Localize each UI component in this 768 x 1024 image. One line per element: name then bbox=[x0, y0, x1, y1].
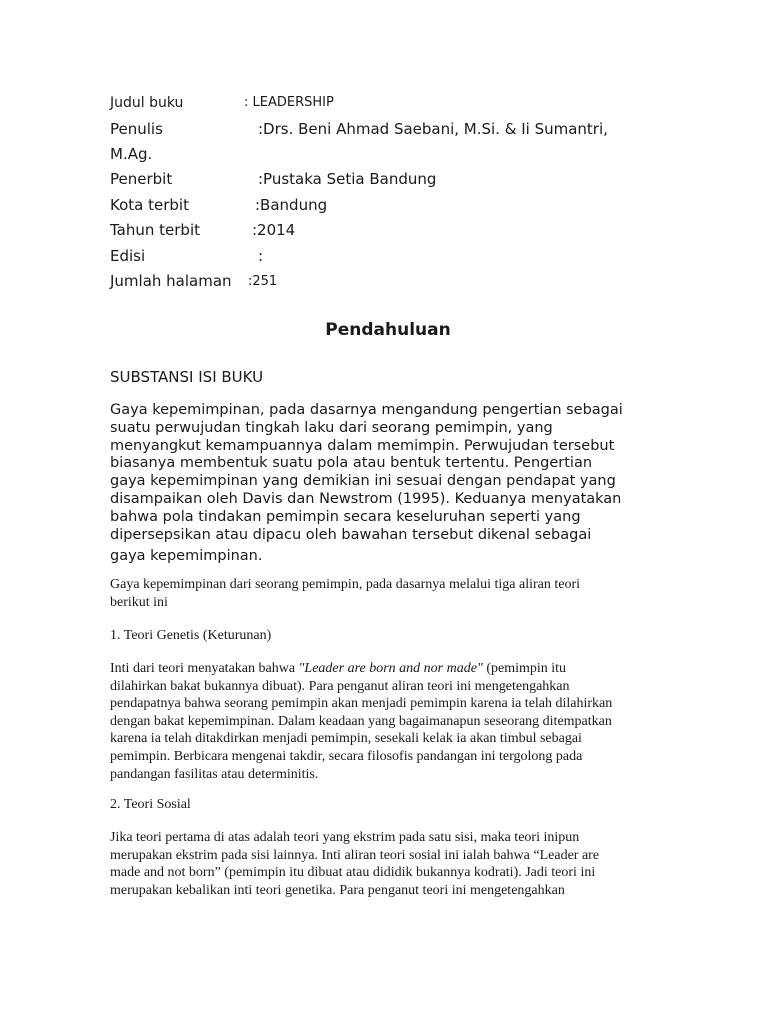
teori2-heading bbox=[110, 796, 670, 814]
meta-edisi-value: : bbox=[258, 247, 264, 265]
meta-kota-value: :Bandung bbox=[255, 196, 328, 214]
page-title: Pendahuluan bbox=[325, 320, 451, 340]
meta-tahun-label: Tahun terbit bbox=[110, 221, 201, 239]
teori1-line1-post: (pemimpin itu bbox=[482, 661, 567, 676]
meta-penulis-label: Penulis bbox=[110, 120, 163, 138]
meta-halaman-label: Jumlah halaman bbox=[110, 272, 232, 290]
teori1-line: dengan bakat kepemimpinan. Dalam keadaan yang bagaimanapun seseorang ditempatkan bbox=[110, 713, 612, 729]
intro-line: disampaikan oleh Davis dan Newstrom (1995). Keduanya menyatakan bbox=[110, 490, 622, 507]
aliran-paragraph bbox=[110, 576, 670, 611]
aliran-line: Gaya kepemimpinan dari seorang pemimpin, pada dasarnya melalui tiga aliran teori bbox=[110, 577, 580, 592]
intro-line: menyangkut kemampuannya dalam memimpin. Perwujudan tersebut bbox=[110, 437, 615, 454]
teori1-line bbox=[110, 660, 670, 678]
intro-line: Gaya kepemimpinan, pada dasarnya mengandung pengertian sebagai bbox=[110, 402, 623, 418]
meta-tahun-value: :2014 bbox=[252, 221, 296, 239]
meta-judul-label: Judul buku bbox=[110, 95, 184, 111]
teori1-heading bbox=[110, 627, 670, 645]
meta-edisi-label: Edisi bbox=[110, 247, 146, 265]
teori2-paragraph bbox=[110, 829, 670, 899]
teori1-line: karena ia telah ditakdirkan menjadi pemimpin, sesekali kelak ia akan timbul sebagai bbox=[110, 731, 582, 747]
teori2-line: merupakan ekstrim pada sisi lainnya. Inti aliran teori sosial ini ialah bahwa “Leader are bbox=[110, 847, 600, 863]
teori1-quote: "Leader are born and nor made" bbox=[298, 661, 483, 676]
teori2-line: merupakan kebalikan inti teori genetika. Para penganut teori ini mengetengahkan bbox=[110, 882, 565, 898]
intro-line: suatu perwujudan tingkah laku dari seorang pemimpin, yang bbox=[110, 419, 553, 436]
intro-paragraph bbox=[110, 402, 670, 566]
intro-line: dipersepsikan atau dipacu oleh bawahan tersebut dikenal sebagai bbox=[110, 526, 592, 543]
teori1-line: pendapatnya bahwa seorang pemimpin akan menjadi pemimpin karena ia telah dilahirkan bbox=[110, 696, 613, 712]
teori1-paragraph bbox=[110, 660, 670, 783]
teori1-line: pandangan fasilitas atau determinitis. bbox=[110, 766, 319, 782]
meta-penerbit-value: :Pustaka Setia Bandung bbox=[258, 170, 437, 188]
teori1-line: dilahirkan bakat bukannya dibuat). Para penganut aliran teori ini mengetengahkan bbox=[110, 678, 570, 694]
teori1-line: pemimpin. Berbicara mengenai takdir, secara filosofis pandangan ini tergolong pada bbox=[110, 748, 583, 764]
meta-judul-value: : LEADERSHIP bbox=[244, 95, 334, 110]
meta-halaman-value: :251 bbox=[248, 274, 278, 289]
intro-line: bahwa pola tindakan pemimpin secara keseluruhan seperti yang bbox=[110, 508, 581, 525]
aliran-line: berikut ini bbox=[110, 594, 168, 610]
teori1-line1-pre: Inti dari teori menyatakan bahwa bbox=[110, 661, 299, 676]
meta-kota-label: Kota terbit bbox=[110, 196, 189, 214]
meta-penerbit-label: Penerbit bbox=[110, 170, 173, 188]
section-heading: SUBSTANSI ISI BUKU bbox=[110, 368, 264, 386]
teori2-line: Jika teori pertama di atas adalah teori yang ekstrim pada satu sisi, maka teori inipun bbox=[110, 830, 580, 845]
meta-penulis-value: :Drs. Beni Ahmad Saebani, M.Si. & Ii Sumantri, bbox=[258, 120, 608, 138]
teori2-line: made and not born” (pemimpin itu dibuat atau dididik bukannya kodrati). Jadi teori ini bbox=[110, 865, 596, 881]
teori1-heading-text: 1. Teori Genetis (Keturunan) bbox=[110, 628, 272, 643]
teori2-heading-text: 2. Teori Sosial bbox=[110, 797, 191, 812]
meta-penulis-continuation-text: M.Ag. bbox=[110, 145, 153, 163]
intro-line: gaya kepemimpinan yang demikian ini sesuai dengan pendapat yang bbox=[110, 473, 616, 490]
intro-line: biasanya membentuk suatu pola atau bentuk tertentu. Pengertian bbox=[110, 455, 593, 472]
intro-line: gaya kepemimpinan. bbox=[110, 548, 263, 565]
